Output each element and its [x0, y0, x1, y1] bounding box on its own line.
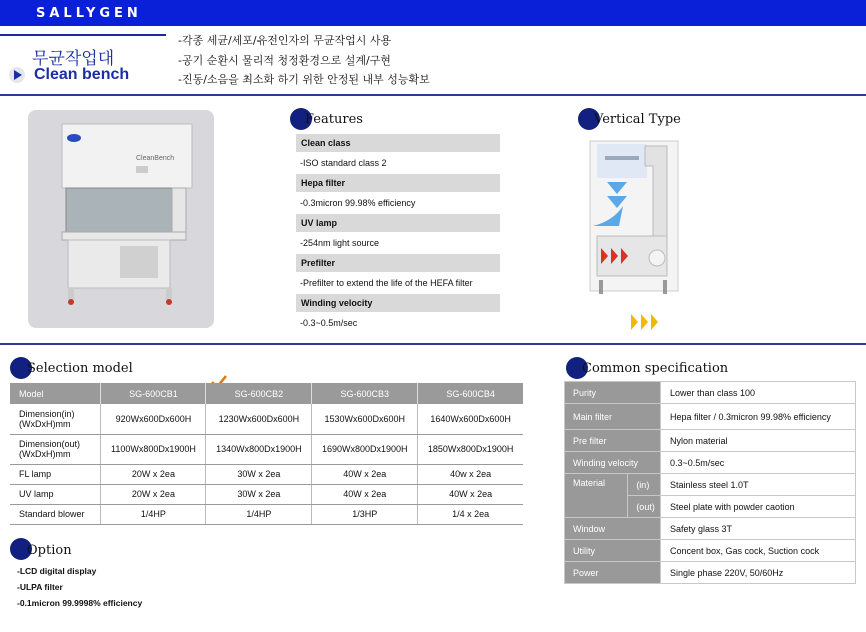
spec-value: Nylon material — [661, 430, 856, 452]
spec-row — [565, 540, 856, 562]
spec-value: Single phase 220V, 50/60Hz — [661, 562, 856, 584]
vertical-title: Vertical Type — [594, 112, 681, 127]
row-label: Dimension(out) (WxDxH)mm — [10, 434, 101, 464]
table-cell: 1100Wx800Dx1900H — [101, 434, 206, 464]
option-title: Option — [27, 543, 72, 558]
spec-label: Winding velocity — [565, 452, 661, 474]
spec-value: Steel plate with powder caotion — [661, 496, 856, 518]
features-title: Features — [305, 112, 363, 127]
spec-label: Material — [565, 474, 628, 518]
table-cell: 1690Wx800Dx1900H — [312, 434, 418, 464]
table-cell: 1640Wx600Dx600H — [418, 404, 523, 434]
spec-label: Window — [565, 518, 661, 540]
description-line-3: -진동/소음을 최소화 하기 위한 안정된 내부 성능확보 — [178, 73, 430, 86]
selection-title: Selection model — [27, 361, 133, 376]
option-item: -0.1micron 99.9998% efficiency — [17, 598, 143, 608]
clean-bench-illustration — [28, 110, 214, 328]
feature-head-uv: UV lamp — [296, 214, 500, 232]
spec-row — [565, 430, 856, 452]
table-cell: 30W x 2ea — [206, 464, 312, 484]
page-title-korean: 무균작업대 — [32, 49, 115, 69]
spec-value: Hepa filter / 0.3micron 99.98% efficiency — [661, 404, 856, 430]
selection-table — [10, 383, 523, 525]
table-row — [10, 504, 523, 524]
table-cell: 40w x 2ea — [418, 464, 523, 484]
table-cell: 1/4HP — [206, 504, 312, 524]
table-cell: 1530Wx600Dx600H — [312, 404, 418, 434]
spec-label: Power — [565, 562, 661, 584]
airflow-diagram — [585, 136, 685, 336]
feature-head-velocity: Winding velocity — [296, 294, 500, 312]
col-cb1: SG-600CB1 — [101, 383, 206, 404]
table-cell: 30W x 2ea — [206, 484, 312, 504]
spec-row — [565, 452, 856, 474]
row-label: FL lamp — [10, 464, 101, 484]
table-row — [10, 484, 523, 504]
table-cell: 1850Wx800Dx1900H — [418, 434, 523, 464]
selection-header-row — [10, 383, 523, 404]
play-bullet-icon — [9, 67, 25, 83]
row-label: Dimension(in) (WxDxH)mm — [10, 404, 101, 434]
spec-row — [565, 382, 856, 404]
spec-label: Utility — [565, 540, 661, 562]
table-cell: 1230Wx600Dx600H — [206, 404, 312, 434]
spec-row — [565, 474, 856, 496]
table-cell: 20W x 2ea — [101, 484, 206, 504]
divider-top — [0, 94, 866, 96]
table-cell: 1/4 x 2ea — [418, 504, 523, 524]
col-cb3: SG-600CB3 — [312, 383, 418, 404]
spec-sublabel: (in) — [628, 474, 661, 496]
spec-value: Safety glass 3T — [661, 518, 856, 540]
table-cell: 1340Wx800Dx1900H — [206, 434, 312, 464]
feature-value-hepa: -0.3micron 99.98% efficiency — [300, 198, 416, 208]
table-cell: 920Wx600Dx600H — [101, 404, 206, 434]
spec-value: Stainless steel 1.0T — [661, 474, 856, 496]
feature-value-clean-class: -ISO standard class 2 — [300, 158, 387, 168]
option-item: -ULPA filter — [17, 582, 63, 592]
description-line-2: -공기 순환시 물리적 청정환경으로 설계/구현 — [178, 54, 391, 67]
col-cb4: SG-600CB4 — [418, 383, 523, 404]
col-model: Model — [10, 383, 101, 404]
spec-row — [565, 518, 856, 540]
table-cell: 40W x 2ea — [418, 484, 523, 504]
page-title-english: Clean bench — [34, 66, 130, 83]
option-item: -LCD digital display — [17, 566, 97, 576]
row-label: UV lamp — [10, 484, 101, 504]
col-cb2: SG-600CB2 — [206, 383, 312, 404]
table-cell: 40W x 2ea — [312, 464, 418, 484]
feature-value-uv: -254nm light source — [300, 238, 380, 248]
feature-head-prefilter: Prefilter — [296, 254, 500, 272]
row-label: Standard blower — [10, 504, 101, 524]
title-underline — [0, 34, 166, 36]
feature-head-hepa: Hepa filter — [296, 174, 500, 192]
table-cell: 20W x 2ea — [101, 464, 206, 484]
description-line-1: -각종 세균/세포/유전인자의 무균작업시 사용 — [178, 34, 392, 47]
feature-head-clean-class: Clean class — [296, 134, 500, 152]
product-label: CleanBench — [136, 155, 175, 162]
spec-row — [565, 404, 856, 430]
spec-label: Pre filter — [565, 430, 661, 452]
table-row — [10, 434, 523, 464]
spec-value: Lower than class 100 — [661, 382, 856, 404]
spec-sublabel: (out) — [628, 496, 661, 518]
table-cell: 1/3HP — [312, 504, 418, 524]
feature-value-prefilter: -Prefilter to extend the life of the HEFA filter — [300, 278, 473, 288]
feature-value-velocity: -0.3~0.5m/sec — [300, 318, 358, 328]
spec-value: Concent box, Gas cock, Suction cock — [661, 540, 856, 562]
spec-label: Purity — [565, 382, 661, 404]
product-photo — [28, 110, 214, 328]
table-cell: 40W x 2ea — [312, 484, 418, 504]
table-row — [10, 404, 523, 434]
table-row — [10, 464, 523, 484]
divider-middle — [0, 343, 866, 345]
brand-logo: SALLYGEN — [36, 6, 142, 21]
common-title: Common specification — [582, 361, 729, 376]
table-cell: 1/4HP — [101, 504, 206, 524]
spec-row — [565, 562, 856, 584]
spec-label: Main filter — [565, 404, 661, 430]
common-spec-table — [564, 381, 856, 584]
spec-value: 0.3~0.5m/sec — [661, 452, 856, 474]
